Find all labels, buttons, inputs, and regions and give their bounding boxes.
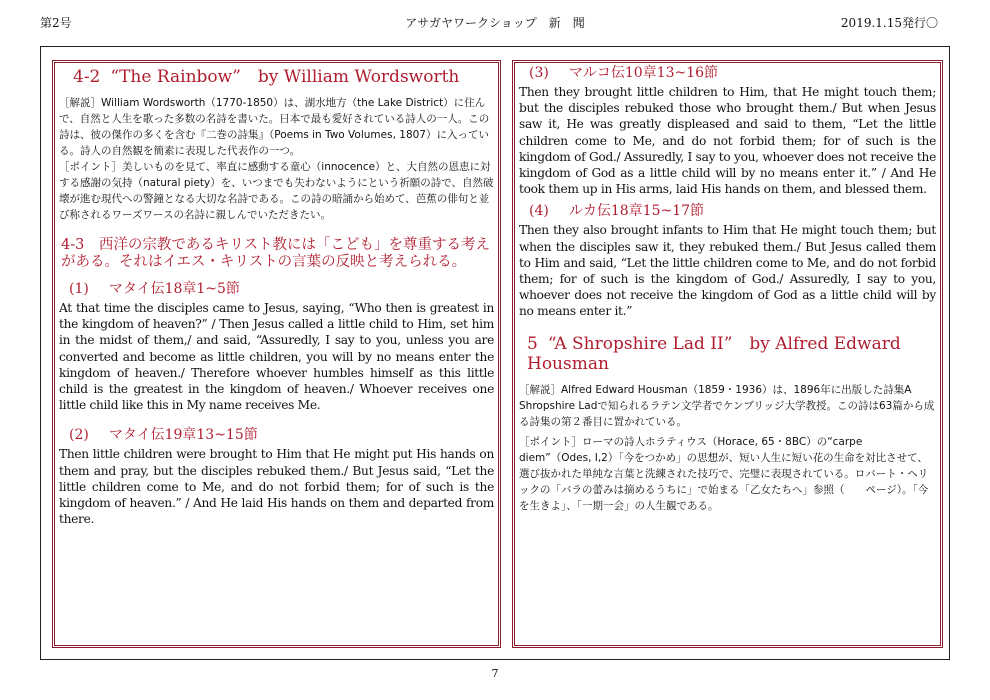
wordsworth-point: ［ポイント］美しいものを見て、率直に感動する童心（innocence）と、大自然の恩恵に対する感謝の気持（natural piety）を、いつまでも失わないようにという祈願の詩で、自然破壊が進む現代への警鐘となる大切な名詩である。この詩の暗誦から始めて、芭蕉の俳句と並び称されるワーズワースの名詩に親しんでいただきたい。	[59, 161, 494, 221]
matthew-18-text: At that time the disciples came to Jesus, saying, “Who then is greatest in the kingdom of heaven?” / Then Jesus called a little child to Him, set him in the midst of them,/ and said, “Assuredly, I say to you, unless you are converted and become as little children, you will by no means enter the kingdom of heaven./ Therefore whoever humbles himself as this little child is the greatest in the kingdom of heaven./ Whoever receives one little child like this in My name receives Me.	[59, 301, 494, 413]
mark-10-title: マルコ伝10章13~16節	[568, 65, 719, 81]
luke-18-text: Then they also brought infants to Him that He might touch them; but when the disciples saw it, they rebuked them./ But Jesus called them to Him and said, “Let the little children come to Me, and do not forbid them; for of such is the kingdom of God./ Assuredly, I say to you, whoever does not receive the kingdom of God as a little child will by no means enter it.”	[519, 223, 936, 319]
issue-number: 第2号	[40, 16, 72, 30]
matthew-18-number: (1)	[69, 281, 89, 297]
newspaper-title: アサガヤワークショップ 新 聞	[405, 16, 585, 30]
section-4-3-heading: 4-3 西洋の宗教であるキリスト教には「こども」を尊重する考えがある。それはイエス・キリストの言葉の反映と考えられる。	[61, 237, 491, 270]
mark-10-text: Then they brought little children to Him, that He might touch them; but the disciples rebuked those who brought them./ But when Jesus saw it, He was greatly displeased and said to them, “Let the little children come to Me, and do not forbid them; for of such is the kingdom of God./ Assuredly, I say to you, whoever does not receive the kingdom of God as a little child will by no means enter it.” / And He took them up in His arms, laid His hands on them, and blessed them.	[519, 85, 936, 197]
wordsworth-commentary: ［解説］William Wordsworth（1770-1850）は、湖水地方（the Lake District）に住んで、自然と人生を歌った多数の名詩を書いた。日本で最も愛好されている詩人の一人。この詩は、彼の傑作の多くを含む『二巻の詩集』（Poems in Two Volumes, 1807）に入っている。詩人の自然観を簡素に表現した代表作の一つ。	[59, 97, 490, 157]
matthew-18-heading	[69, 281, 494, 298]
section-4-2-number: 4-2	[73, 67, 101, 87]
section-5-heading	[527, 334, 936, 374]
mark-10-heading	[529, 65, 936, 82]
section-5-title: “A Shropshire Lad II” by Alfred Edward Housman	[527, 333, 901, 374]
matthew-19-text: Then little children were brought to Him that He might put His hands on them and pray, but the disciples rebuked them./ But Jesus said, “Let the little children come to Me, and do not forbid them; for of such is the kingdom of heaven.” / And He laid His hands on them and departed from there.	[59, 447, 494, 527]
housman-commentary: ［解説］Alfred Edward Housman（1859・1936）は、1896年に出版した詩集A Shropshire Ladで知られるラテン文学者でケンブリッジ大学教授。この詩は63篇から成る詩集の第２番目に置かれている。	[519, 383, 935, 428]
section-5-number: 5	[527, 333, 538, 354]
right-column	[512, 60, 943, 648]
section-4-2-heading	[73, 67, 494, 87]
housman-point: ［ポイント］ローマの詩人ホラティウス（Horace, 65・8BC）の“carpe diem”（Odes, I,2）「今をつかめ」の思想が、短い人生に短い花の生命を対比させて、選び抜かれた単純な言葉と洗練された技巧で、完璧に表現されている。ロバート・ヘリックの「バラの蕾みは摘めるうちに」で始まる「乙女たちへ」参照（ ページ）。「今を生きよ」、「一期一会」の人生観である。	[519, 435, 929, 512]
luke-18-number: (4)	[529, 203, 549, 220]
matthew-19-heading	[69, 427, 494, 444]
luke-18-title: ルカ伝18章15~17節	[568, 203, 705, 220]
page-number: 7	[491, 667, 499, 680]
mark-10-number: (3)	[529, 65, 549, 81]
section-4-2-title: “The Rainbow” by William Wordsworth	[110, 67, 460, 87]
luke-18-heading	[529, 203, 936, 220]
publish-date: 2019.1.15発行〇	[840, 16, 938, 30]
matthew-18-title: マタイ伝18章1~5節	[108, 281, 240, 297]
left-column	[52, 60, 501, 648]
matthew-19-number: (2)	[69, 427, 89, 444]
matthew-19-title: マタイ伝19章13~15節	[108, 427, 258, 444]
